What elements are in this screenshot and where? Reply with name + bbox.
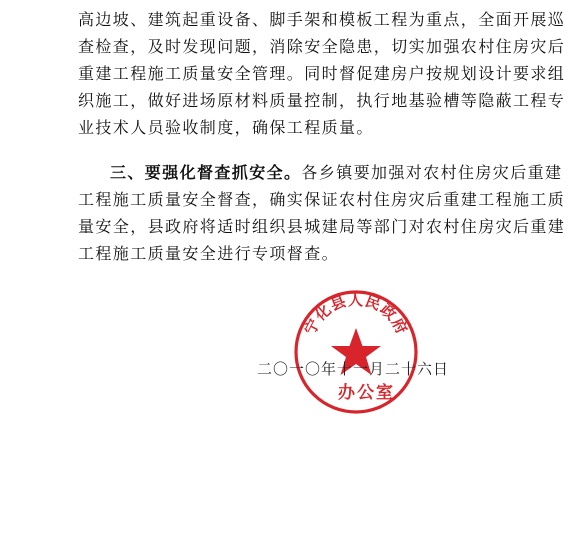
paragraph-line: 业技术人员验收制度，确保工程质量。	[78, 118, 374, 137]
paragraph-line: 织施工，做好进场原材料质量控制，执行地基验槽等隐蔽工程专	[78, 91, 566, 110]
paragraph-line-text: 各乡镇要加强对农村住房灾后重建	[301, 163, 563, 182]
paragraph-line: 量安全，县政府将适时组织县城建局等部门对农村住房灾后重建	[78, 217, 566, 236]
paragraph-line: 重建工程施工质量安全管理。同时督促建房户按规划设计要求组	[78, 64, 566, 83]
issuing-office: 办公室	[338, 383, 395, 403]
paragraph-line: 查检查，及时发现问题，消除安全隐患，切实加强农村住房灾后	[78, 37, 566, 56]
paragraph-line: 工程施工质量安全督查，确实保证农村住房灾后重建工程施工质	[78, 190, 566, 209]
seal-text: 宁化县人民政府	[300, 290, 412, 338]
paragraph-line: 高边坡、建筑起重设备、脚手架和模板工程为重点，全面开展巡	[78, 10, 566, 29]
section-heading: 三、要强化督查抓安全。	[110, 163, 302, 182]
paragraph-line: 工程施工质量安全进行专项督查。	[78, 244, 340, 263]
document-date: 二〇一〇年十一月二十六日	[257, 360, 450, 378]
